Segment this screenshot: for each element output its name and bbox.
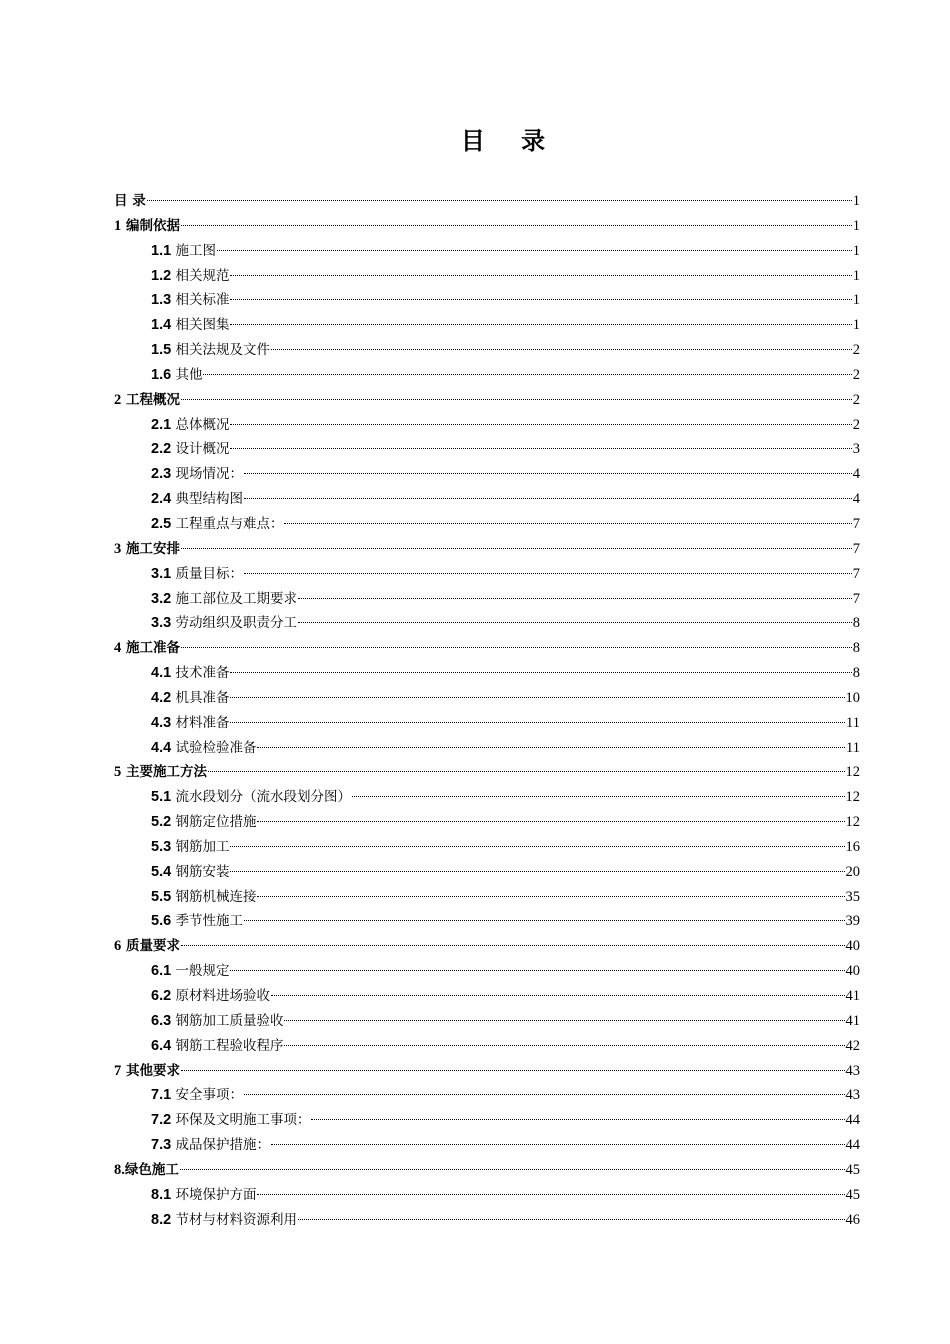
toc-entry-number: 7.2	[151, 1112, 172, 1129]
dot-leader	[244, 1094, 845, 1095]
toc-entry-title: 施工图	[171, 242, 216, 259]
toc-entry-title: 流水段划分（流水段划分图）	[171, 789, 351, 806]
toc-entry-number: 3.2	[151, 590, 172, 607]
toc-entry-page-number: 44	[845, 1137, 860, 1154]
toc-entry-number: 1.6	[151, 366, 172, 383]
dot-leader	[230, 448, 851, 449]
toc-entry[interactable]	[114, 487, 860, 512]
toc-entry[interactable]	[114, 686, 860, 711]
toc-entry-label	[151, 785, 351, 810]
toc-entry-number: 8.	[114, 1161, 125, 1178]
toc-entry-number: 5.2	[151, 814, 172, 831]
dot-leader	[271, 995, 845, 996]
toc-entry[interactable]	[114, 785, 860, 810]
dot-leader	[203, 374, 851, 375]
toc-entry-page-number: 43	[845, 1087, 860, 1104]
toc-entry-label	[151, 1108, 310, 1133]
toc-entry-page-number: 8	[852, 665, 860, 682]
toc-entry-page-number: 16	[845, 838, 860, 855]
toc-entry-label	[151, 611, 297, 636]
dot-leader	[257, 821, 844, 822]
toc-entry-number: 6.3	[151, 1012, 172, 1029]
toc-entry-label	[151, 1208, 297, 1233]
toc-entry-title: 机具准备	[171, 689, 230, 706]
table-of-contents	[114, 189, 860, 1232]
toc-entry-label	[151, 885, 256, 910]
toc-entry-label	[151, 313, 229, 338]
dot-leader	[230, 846, 844, 847]
toc-entry-number: 8.2	[151, 1211, 172, 1228]
toc-entry-page-number: 1	[852, 292, 860, 309]
dot-leader	[257, 896, 844, 897]
toc-entry-number: 4.4	[151, 739, 172, 756]
toc-entry[interactable]	[114, 1059, 860, 1084]
toc-entry-title: 相关标准	[171, 292, 230, 309]
toc-entry-label	[151, 984, 270, 1009]
dot-leader	[271, 1144, 845, 1145]
toc-entry-number: 2.4	[151, 491, 172, 508]
toc-entry[interactable]	[114, 537, 860, 562]
toc-entry-label	[151, 686, 229, 711]
dot-leader	[257, 747, 845, 748]
toc-entry-label	[151, 413, 229, 438]
toc-entry-label	[151, 338, 270, 363]
toc-entry-page-number: 1	[852, 267, 860, 284]
toc-entry-number: 8.1	[151, 1186, 172, 1203]
toc-entry-title: 钢筋机械连接	[171, 888, 257, 905]
toc-entry[interactable]	[114, 388, 860, 413]
toc-entry-label	[151, 264, 229, 289]
toc-entry-number: 1.3	[151, 292, 172, 309]
toc-entry-title: 质量目标：	[171, 565, 243, 582]
dot-leader	[230, 697, 844, 698]
toc-entry-number: 2.1	[151, 416, 172, 433]
dot-leader	[181, 647, 852, 648]
toc-entry[interactable]	[114, 1009, 860, 1034]
toc-entry[interactable]	[114, 338, 860, 363]
toc-entry[interactable]	[114, 1183, 860, 1208]
toc-entry-title: 原材料进场验收	[171, 988, 270, 1004]
dot-leader	[284, 1020, 844, 1021]
toc-entry-page-number: 11	[846, 739, 860, 756]
toc-entry-page-number: 41	[845, 988, 860, 1004]
toc-entry-number: 6.1	[151, 963, 172, 980]
toc-entry-title: 录	[127, 193, 146, 209]
toc-entry[interactable]	[114, 1034, 860, 1059]
toc-entry[interactable]	[114, 413, 860, 438]
toc-entry-title: 环境保护方面	[171, 1186, 257, 1203]
toc-entry-title: 其他要求	[121, 1062, 180, 1079]
dot-leader	[230, 722, 845, 723]
toc-entry[interactable]	[114, 611, 860, 636]
toc-entry[interactable]	[114, 959, 860, 984]
toc-entry-label	[114, 1059, 180, 1084]
toc-entry-number: 7	[114, 1062, 122, 1079]
toc-entry-number: 1.5	[151, 342, 172, 359]
toc-entry-title: 工程概况	[121, 391, 180, 408]
dot-leader	[181, 548, 852, 549]
page-title: 目 录	[460, 127, 560, 155]
toc-entry-label	[151, 487, 243, 512]
dot-leader	[181, 1070, 845, 1071]
toc-entry-page-number: 45	[845, 1186, 860, 1203]
toc-entry-page-number: 4	[852, 491, 860, 508]
toc-entry-page-number: 1	[852, 317, 860, 334]
toc-entry-number: 5.3	[151, 838, 172, 855]
toc-entry-title: 试验检验准备	[171, 739, 257, 756]
toc-entry-number: 7.3	[151, 1137, 172, 1154]
dot-leader	[181, 225, 852, 226]
toc-entry-page-number: 7	[852, 590, 860, 607]
dot-leader	[230, 424, 851, 425]
toc-entry-title: 施工部位及工期要求	[171, 590, 297, 607]
toc-entry-page-number: 3	[852, 441, 860, 458]
toc-entry[interactable]	[114, 239, 860, 264]
toc-entry-label	[114, 388, 180, 413]
toc-entry-page-number: 42	[845, 1037, 860, 1054]
toc-entry-number: 5.6	[151, 913, 172, 930]
toc-entry-number: 4.1	[151, 665, 172, 682]
toc-entry-page-number: 20	[845, 863, 860, 880]
toc-entry-title: 安全事项：	[171, 1087, 243, 1104]
toc-entry-label	[151, 711, 229, 736]
toc-entry-page-number: 2	[852, 342, 860, 359]
dot-leader	[230, 324, 851, 325]
toc-entry[interactable]	[114, 885, 860, 910]
toc-entry[interactable]	[114, 288, 860, 313]
toc-entry[interactable]	[114, 984, 860, 1009]
toc-entry[interactable]	[114, 1108, 860, 1133]
toc-entry-title: 一般规定	[171, 963, 230, 980]
toc-entry-number: 3	[114, 540, 122, 557]
toc-entry-number: 2	[114, 391, 122, 408]
toc-entry[interactable]	[114, 587, 860, 612]
toc-entry[interactable]	[114, 1133, 860, 1158]
toc-entry-label	[151, 835, 229, 860]
toc-entry[interactable]	[114, 1158, 860, 1183]
toc-entry-number: 3.1	[151, 565, 172, 582]
toc-entry-label	[151, 860, 229, 885]
toc-entry-page-number: 2	[852, 366, 860, 383]
toc-entry-title: 技术准备	[171, 665, 230, 682]
toc-entry[interactable]	[114, 760, 860, 785]
toc-entry[interactable]	[114, 736, 860, 761]
toc-entry-page-number: 39	[845, 913, 860, 930]
toc-entry-page-number: 2	[852, 416, 860, 433]
toc-entry-page-number: 44	[845, 1112, 860, 1129]
toc-entry[interactable]	[114, 934, 860, 959]
toc-entry-label	[151, 462, 243, 487]
dot-leader	[298, 598, 852, 599]
toc-entry-label	[114, 537, 180, 562]
toc-entry-page-number: 46	[845, 1211, 860, 1228]
toc-entry-page-number: 7	[852, 515, 860, 532]
dot-leader	[230, 970, 844, 971]
dot-leader	[284, 523, 851, 524]
toc-entry-page-number: 7	[852, 540, 860, 557]
toc-entry-number: 2.3	[151, 466, 172, 483]
toc-entry-label	[151, 239, 216, 264]
toc-entry[interactable]	[114, 214, 860, 239]
dot-leader	[181, 945, 845, 946]
toc-entry-number: 1.4	[151, 317, 172, 334]
toc-entry-page-number: 4	[852, 466, 860, 483]
toc-entry-label	[151, 363, 202, 388]
toc-entry-label	[114, 760, 207, 785]
toc-entry-page-number: 10	[845, 689, 860, 706]
toc-entry[interactable]	[114, 711, 860, 736]
toc-entry-number: 1.2	[151, 267, 172, 284]
toc-entry-title: 其他	[171, 366, 203, 383]
toc-entry-label	[151, 810, 256, 835]
toc-entry-label	[114, 189, 146, 214]
toc-entry-label	[151, 1083, 243, 1108]
toc-entry-number: 4	[114, 640, 122, 657]
toc-entry-label	[151, 1034, 283, 1059]
toc-entry-number: 4.3	[151, 714, 172, 731]
dot-leader	[230, 871, 844, 872]
toc-entry-title: 成品保护措施：	[171, 1137, 270, 1154]
dot-leader	[230, 275, 851, 276]
toc-entry-title: 季节性施工	[171, 913, 243, 930]
dot-leader	[147, 200, 852, 201]
toc-entry-title: 相关图集	[171, 317, 230, 334]
toc-entry-page-number: 1	[852, 242, 860, 259]
toc-entry-label	[151, 909, 243, 934]
dot-leader	[352, 796, 845, 797]
toc-entry-number: 2.2	[151, 441, 172, 458]
toc-entry-label	[114, 636, 180, 661]
toc-entry-label	[151, 562, 243, 587]
toc-entry-number: 7.1	[151, 1087, 172, 1104]
toc-entry-title: 编制依据	[121, 217, 180, 234]
toc-entry-page-number: 35	[845, 888, 860, 905]
dot-leader	[298, 622, 852, 623]
toc-entry-label	[151, 661, 229, 686]
toc-entry-label	[151, 1133, 270, 1158]
toc-entry-label	[114, 934, 180, 959]
toc-entry[interactable]	[114, 810, 860, 835]
toc-entry-number: 1.1	[151, 242, 172, 259]
toc-entry-label	[151, 1009, 283, 1034]
toc-entry-title: 钢筋定位措施	[171, 814, 257, 831]
toc-entry-page-number: 1	[852, 217, 860, 234]
toc-entry-number: 5.5	[151, 888, 172, 905]
toc-entry[interactable]	[114, 1083, 860, 1108]
toc-entry-number: 5	[114, 764, 122, 781]
toc-entry-title: 质量要求	[121, 938, 180, 955]
toc-entry-number: 5.1	[151, 789, 172, 806]
toc-entry-title: 钢筋加工质量验收	[171, 1012, 284, 1029]
toc-entry-page-number: 12	[845, 764, 860, 781]
dot-leader	[311, 1119, 844, 1120]
toc-entry-title: 钢筋加工	[171, 838, 230, 855]
toc-entry-label	[151, 587, 297, 612]
toc-entry-label	[151, 736, 256, 761]
toc-entry-title: 设计概况	[171, 441, 230, 458]
toc-entry-label	[151, 288, 229, 313]
dot-leader	[208, 771, 845, 772]
toc-entry-title: 相关规范	[171, 267, 230, 284]
toc-entry[interactable]	[114, 562, 860, 587]
toc-entry-number: 1	[114, 217, 122, 234]
dot-leader	[298, 1219, 845, 1220]
toc-entry-title: 主要施工方法	[121, 764, 207, 781]
toc-entry-label	[151, 512, 283, 537]
toc-entry-label	[151, 437, 229, 462]
toc-entry-page-number: 45	[845, 1161, 860, 1178]
dot-leader	[230, 672, 851, 673]
dot-leader	[271, 349, 852, 350]
toc-entry-page-number: 1	[852, 193, 860, 209]
toc-entry[interactable]	[114, 363, 860, 388]
toc-entry-title: 工程重点与难点：	[171, 515, 284, 532]
toc-entry[interactable]	[114, 512, 860, 537]
dot-leader	[244, 473, 852, 474]
dot-leader	[181, 399, 852, 400]
toc-entry-number: 目	[114, 193, 128, 209]
toc-entry-title: 钢筋工程验收程序	[171, 1037, 284, 1054]
toc-entry[interactable]	[114, 661, 860, 686]
toc-entry[interactable]	[114, 636, 860, 661]
toc-entry-title: 典型结构图	[171, 491, 243, 508]
toc-entry-page-number: 2	[852, 391, 860, 408]
dot-leader	[230, 299, 851, 300]
toc-entry-title: 节材与材料资源利用	[171, 1211, 297, 1228]
toc-entry-number: 6.4	[151, 1037, 172, 1054]
toc-entry-number: 5.4	[151, 863, 172, 880]
toc-entry-page-number: 8	[852, 640, 860, 657]
toc-entry-label	[151, 959, 229, 984]
toc-entry-number: 3.3	[151, 615, 172, 632]
toc-entry-title: 施工准备	[121, 640, 180, 657]
toc-entry-title: 相关法规及文件	[171, 342, 270, 359]
toc-entry-title: 现场情况：	[171, 466, 243, 483]
toc-entry-title: 施工安排	[121, 540, 180, 557]
toc-entry-title: 钢筋安装	[171, 863, 230, 880]
toc-entry-page-number: 41	[845, 1012, 860, 1029]
toc-entry[interactable]	[114, 860, 860, 885]
toc-entry-title: 环保及文明施工事项：	[171, 1112, 311, 1129]
dot-leader	[244, 920, 845, 921]
toc-entry-page-number: 8	[852, 615, 860, 632]
toc-entry-label	[114, 214, 180, 239]
toc-entry-page-number: 43	[845, 1062, 860, 1079]
toc-entry[interactable]	[114, 909, 860, 934]
toc-entry-page-number: 12	[845, 814, 860, 831]
toc-entry[interactable]	[114, 264, 860, 289]
toc-entry-number: 2.5	[151, 515, 172, 532]
toc-entry[interactable]	[114, 313, 860, 338]
toc-entry[interactable]	[114, 462, 860, 487]
dot-leader	[244, 498, 852, 499]
toc-entry-label	[114, 1158, 179, 1183]
toc-entry-title: 材料准备	[171, 714, 230, 731]
toc-entry-title: 劳动组织及职责分工	[171, 615, 297, 632]
toc-entry[interactable]	[114, 189, 860, 214]
toc-entry-number: 6	[114, 938, 122, 955]
toc-entry[interactable]	[114, 835, 860, 860]
dot-leader	[257, 1194, 844, 1195]
toc-entry-title: 总体概况	[171, 416, 230, 433]
toc-entry[interactable]	[114, 1208, 860, 1233]
dot-leader	[284, 1045, 844, 1046]
toc-entry-number: 6.2	[151, 988, 172, 1004]
dot-leader	[217, 250, 852, 251]
toc-entry-page-number: 11	[846, 714, 860, 731]
toc-entry-title: 绿色施工	[124, 1161, 179, 1178]
toc-entry-page-number: 40	[845, 963, 860, 980]
toc-entry-label	[151, 1183, 256, 1208]
dot-leader	[180, 1169, 845, 1170]
toc-entry[interactable]	[114, 437, 860, 462]
toc-entry-page-number: 7	[852, 565, 860, 582]
toc-entry-number: 4.2	[151, 689, 172, 706]
toc-entry-page-number: 12	[845, 789, 860, 806]
toc-entry-page-number: 40	[845, 938, 860, 955]
dot-leader	[244, 573, 852, 574]
